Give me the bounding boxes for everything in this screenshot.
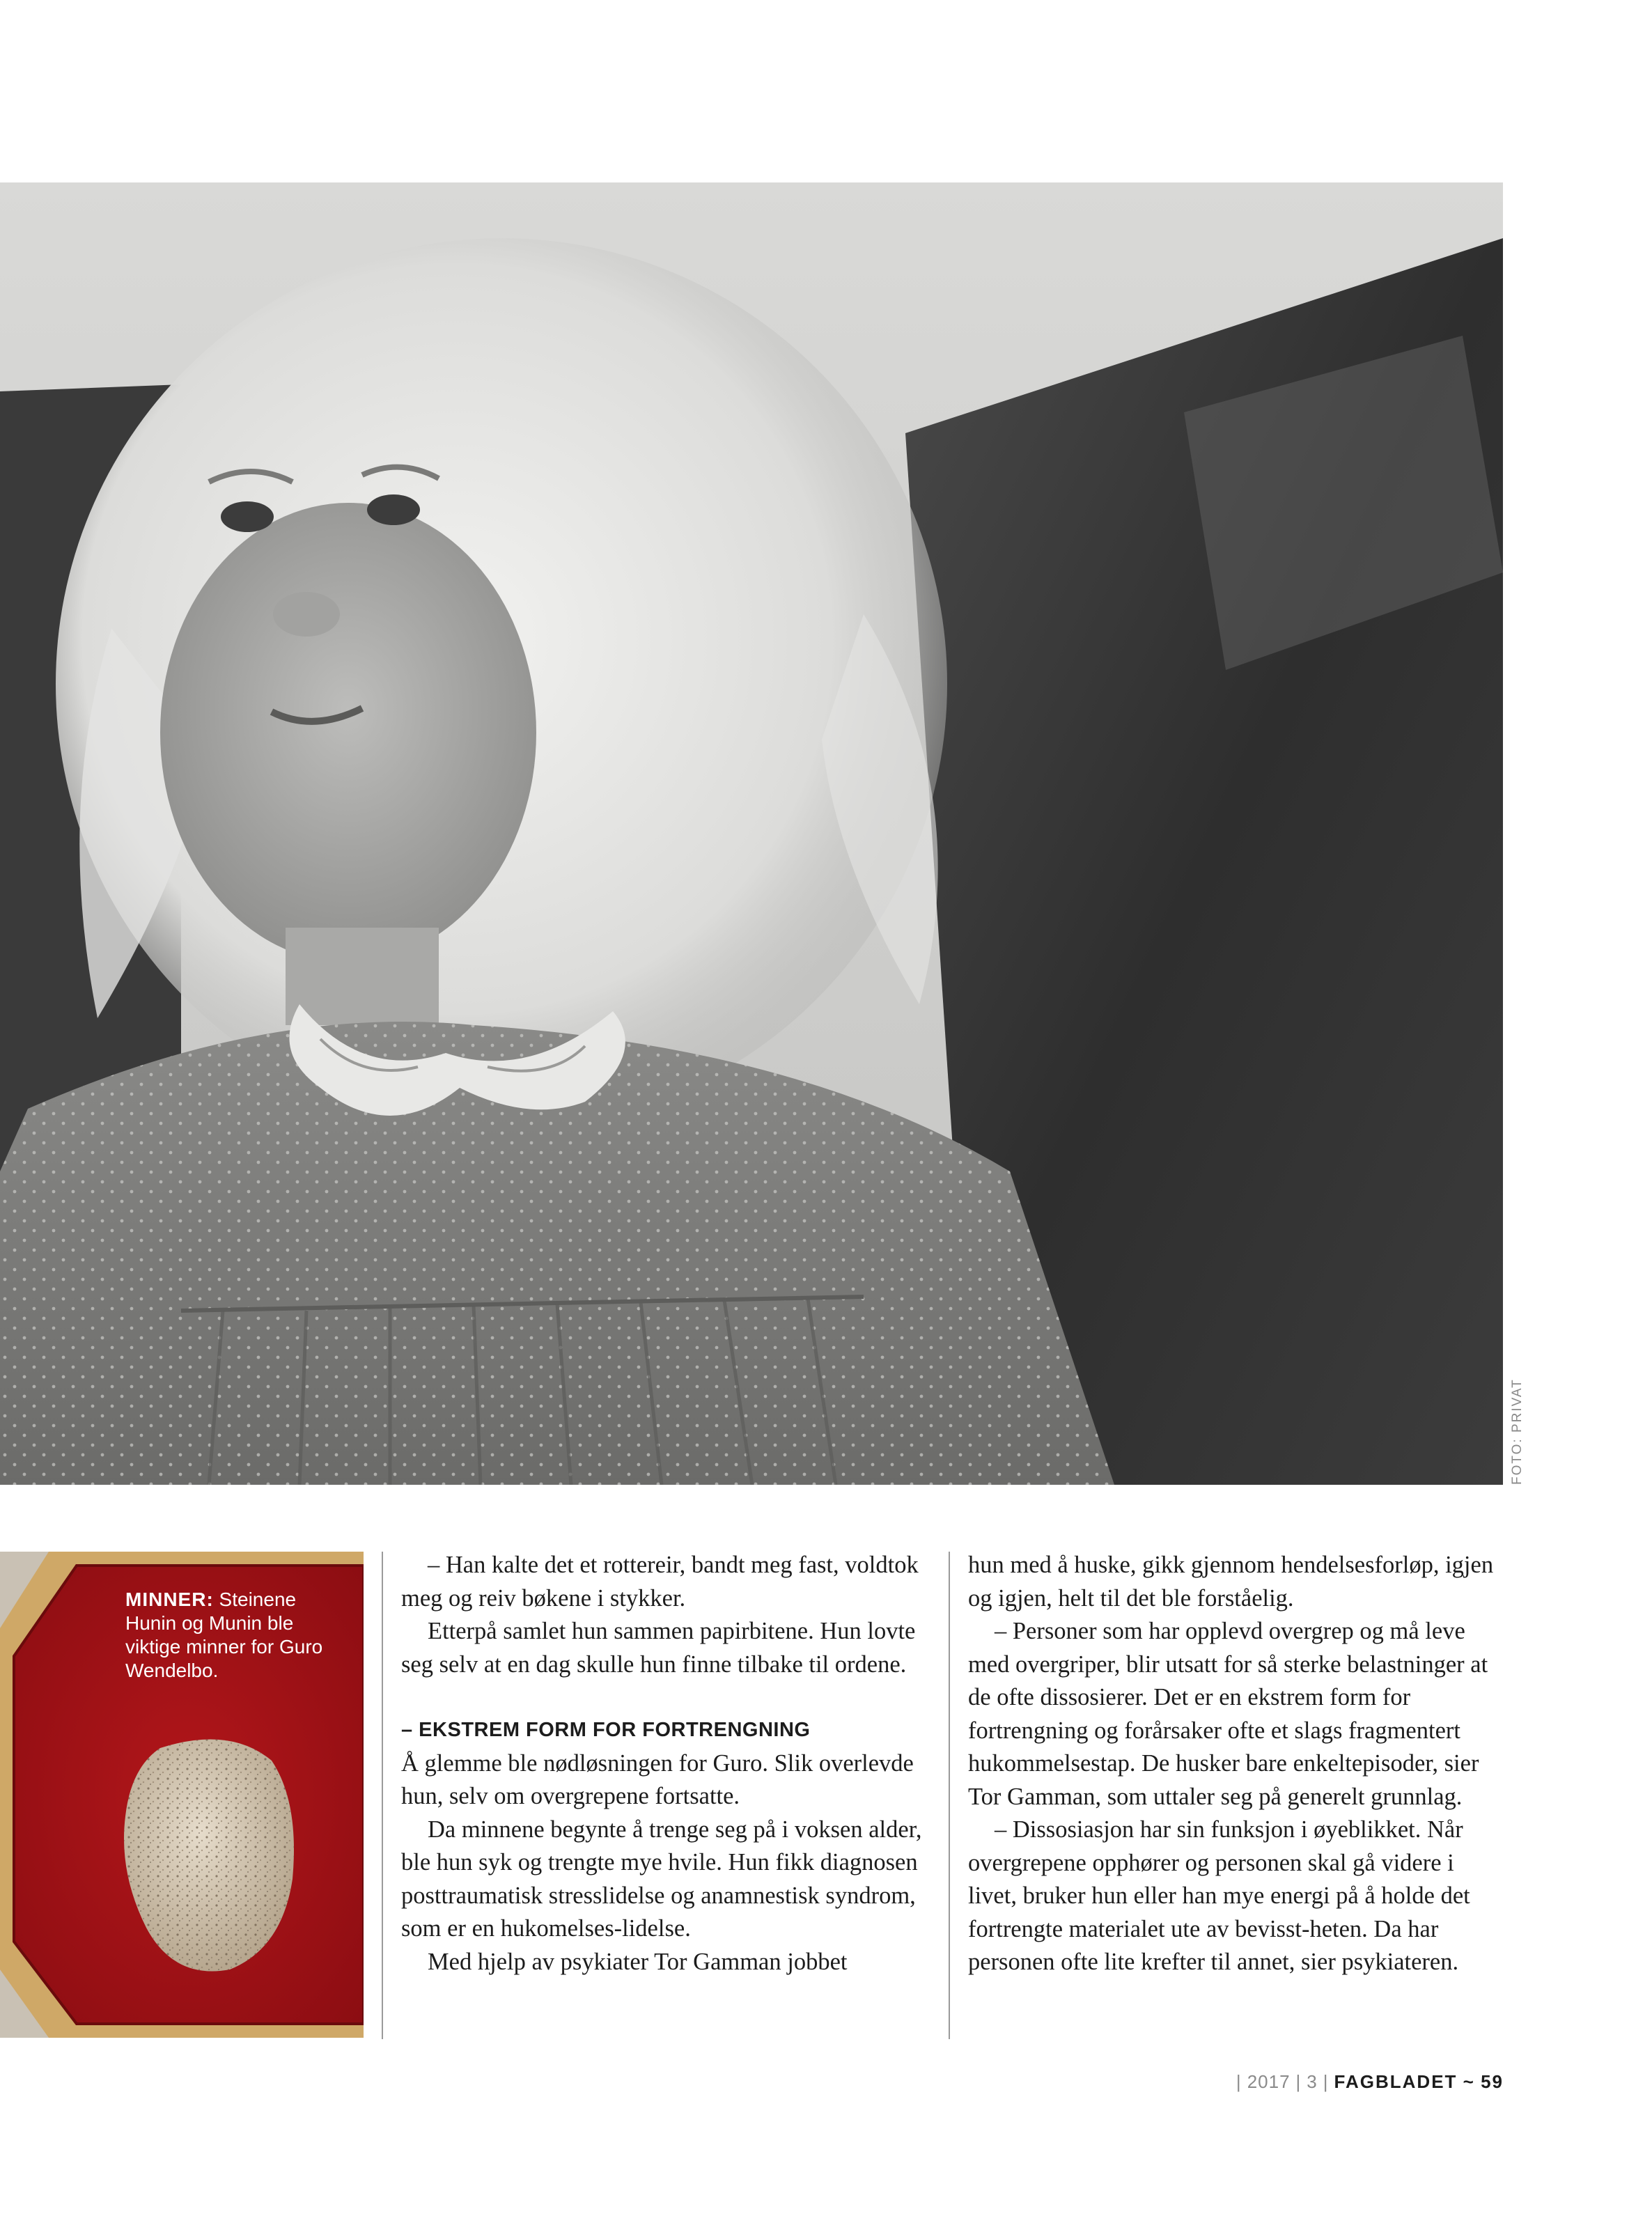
column-rule-right [949, 1552, 950, 2039]
paragraph: – Han kalte det et rottereir, bandt meg fast, voldtok meg og reiv bøkene i stykker. [401, 1552, 919, 1612]
paragraph: Etterpå samlet hun sammen papirbitene. Hun lovte seg selv at en dag skulle hun finne tilbake til ordene. [401, 1618, 916, 1678]
inset-caption [125, 1588, 348, 1683]
issue-number: 3 [1307, 2071, 1318, 2092]
folio-tilde: ~ [1463, 2071, 1475, 2092]
child-portrait-illustration [0, 182, 1503, 1485]
paragraph: – Dissosiasjon har sin funksjon i øyeblikket. Når overgrepene opphører og personen skal gå videre i livet, bruker hun eller han mye energi på å holde det fortrengte materialet ute av bevisst-heten. Da har personen ofte lite krefter til annet, sier psykiateren. [968, 1816, 1470, 1975]
paragraph: Å glemme ble nødløsningen for Guro. Slik overlevde hun, selv om overgrepene fortsatte. [401, 1749, 914, 1809]
paragraph: – Personer som har opplevd overgrep og må leve med overgriper, blir utsatt for så sterke belastninger at de ofte dissosierer. Det er en ekstrem form for fortrengning og forårsaker ofte et slags fragmentert hukommelsestap. De husker bare enkeltepisoder, sier Tor Gamman, som uttaler seg på generelt grunnlag. [968, 1618, 1488, 1810]
issue-year: 2017 [1247, 2071, 1291, 2092]
article-column-2 [968, 1549, 1500, 1979]
page-number: 59 [1481, 2071, 1504, 2092]
paragraph: Med hjelp av psykiater Tor Gamman jobbet [428, 1948, 848, 1975]
photo-credit: FOTO: PRIVAT [1510, 1378, 1525, 1485]
inset-stone-photo [0, 1552, 364, 2038]
column-rule-left [382, 1552, 383, 2039]
caption-lead: MINNER: [125, 1589, 214, 1610]
paragraph: hun med å huske, gikk gjennom hendelsesforløp, igjen og igjen, helt til det ble forståelig. [968, 1552, 1494, 1612]
magazine-name: FAGBLADET [1334, 2071, 1458, 2092]
paragraph: Da minnene begynte å trenge seg på i voksen alder, ble hun syk og trengte mye hvile. Hun fikk diagnosen posttraumatisk stresslidelse og anamnestisk syndrom, som er en hukomelses-lidelse. [401, 1816, 922, 1942]
caption-text: Steinene Hunin og Munin ble viktige minner for Guro Wendelbo. [125, 1589, 323, 1681]
subheading: – EKSTREM FORM FOR FORTRENGNING [401, 1719, 811, 1741]
article-column-1 [401, 1549, 933, 1979]
hero-photo [0, 182, 1503, 1485]
page-folio: | 2017 | 3 | FAGBLADET ~ 59 [1236, 2071, 1504, 2092]
